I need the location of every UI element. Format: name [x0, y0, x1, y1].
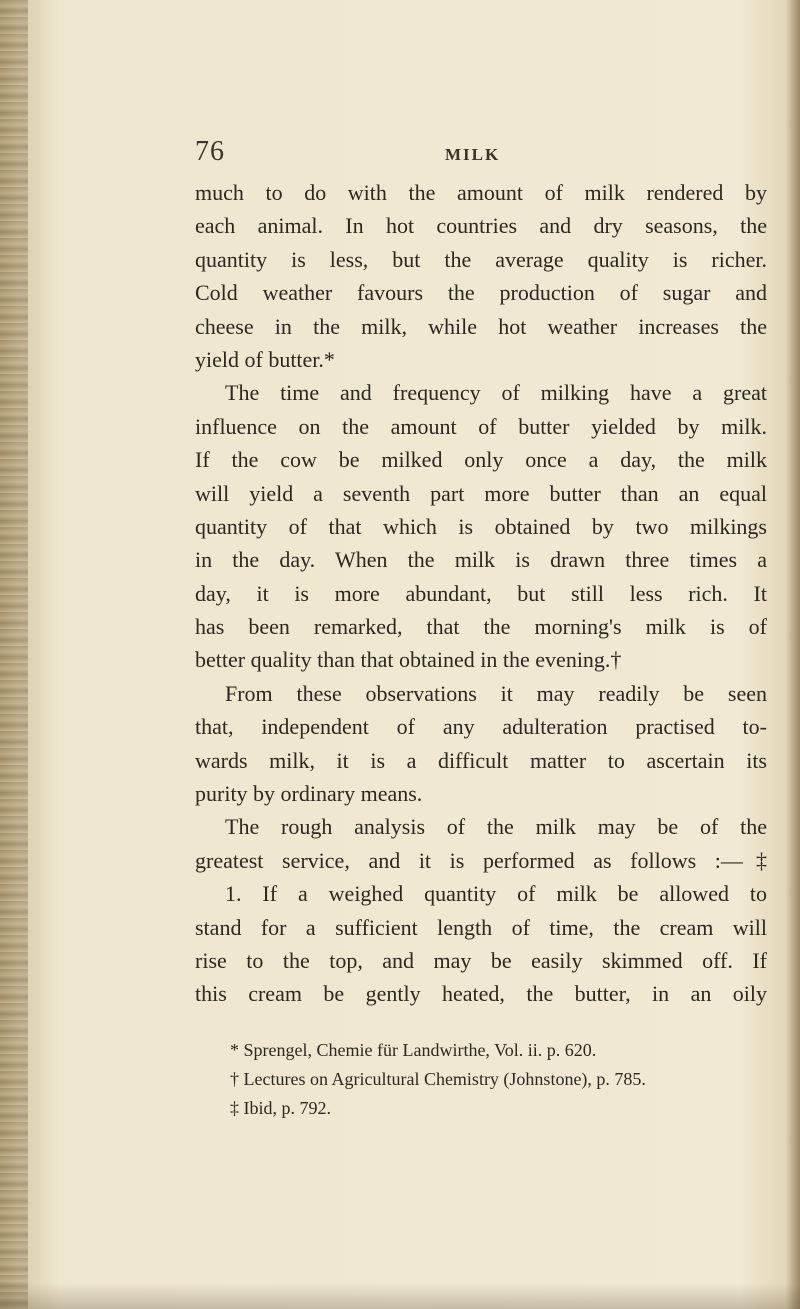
text-line: this cream be gently heated, the butter, in an oily [195, 981, 767, 1007]
footnote: * Sprengel, Chemie für Landwirthe, Vol. ii. p. 620. [230, 1040, 597, 1060]
text-line: rise to the top, and may be easily skimmed off. If [195, 947, 767, 973]
page-header [195, 136, 755, 172]
text-line: quantity of that which is obtained by two milkings [195, 513, 767, 539]
body-text [195, 176, 767, 1011]
text-line: in the day. When the milk is drawn three times a [195, 547, 767, 573]
page-edge-shadow [786, 0, 800, 1309]
text-line: cheese in the milk, while hot weather increases the [195, 313, 767, 339]
text-line: stand for a sufficient length of time, the cream will [195, 914, 767, 940]
text-line: If the cow be milked only once a day, the milk [195, 447, 767, 473]
text-line: each animal. In hot countries and dry seasons, the [195, 213, 767, 239]
running-head: MILK [445, 145, 501, 164]
text-line: The rough analysis of the milk may be of the [225, 814, 767, 840]
text-line: From these observations it may readily be seen [225, 680, 767, 706]
text-line: will yield a seventh part more butter than an equal [195, 480, 767, 506]
page-number: 76 [195, 136, 225, 167]
text-line: much to do with the amount of milk rendered by [195, 180, 767, 205]
text-line: yield of butter.* [195, 346, 335, 372]
footnote: ‡ Ibid, p. 792. [230, 1098, 331, 1118]
text-line: better quality than that obtained in the evening.† [195, 647, 622, 673]
book-spine-shadow [0, 0, 28, 1309]
text-line: that, independent of any adulteration practised to- [195, 714, 767, 740]
footnotes [230, 1036, 770, 1123]
text-line: greatest service, and it is performed as follows :—‡ [195, 847, 767, 873]
text-line: influence on the amount of butter yielded by milk. [195, 413, 767, 439]
text-line: purity by ordinary means. [195, 781, 423, 807]
page-bottom-shadow [0, 1283, 800, 1309]
text-line: day, it is more abundant, but still less rich. It [195, 580, 767, 606]
text-line: has been remarked, that the morning's milk is of [195, 614, 767, 640]
text-line: 1. If a weighed quantity of milk be allowed to [225, 881, 767, 907]
text-line: The time and frequency of milking have a great [225, 380, 767, 406]
text-line: Cold weather favours the production of sugar and [195, 280, 767, 306]
footnote: † Lectures on Agricultural Chemistry (Johnstone), p. 785. [230, 1069, 646, 1089]
text-line: quantity is less, but the average quality is richer. [195, 246, 767, 272]
text-line: wards milk, it is a difficult matter to ascertain its [195, 747, 767, 773]
